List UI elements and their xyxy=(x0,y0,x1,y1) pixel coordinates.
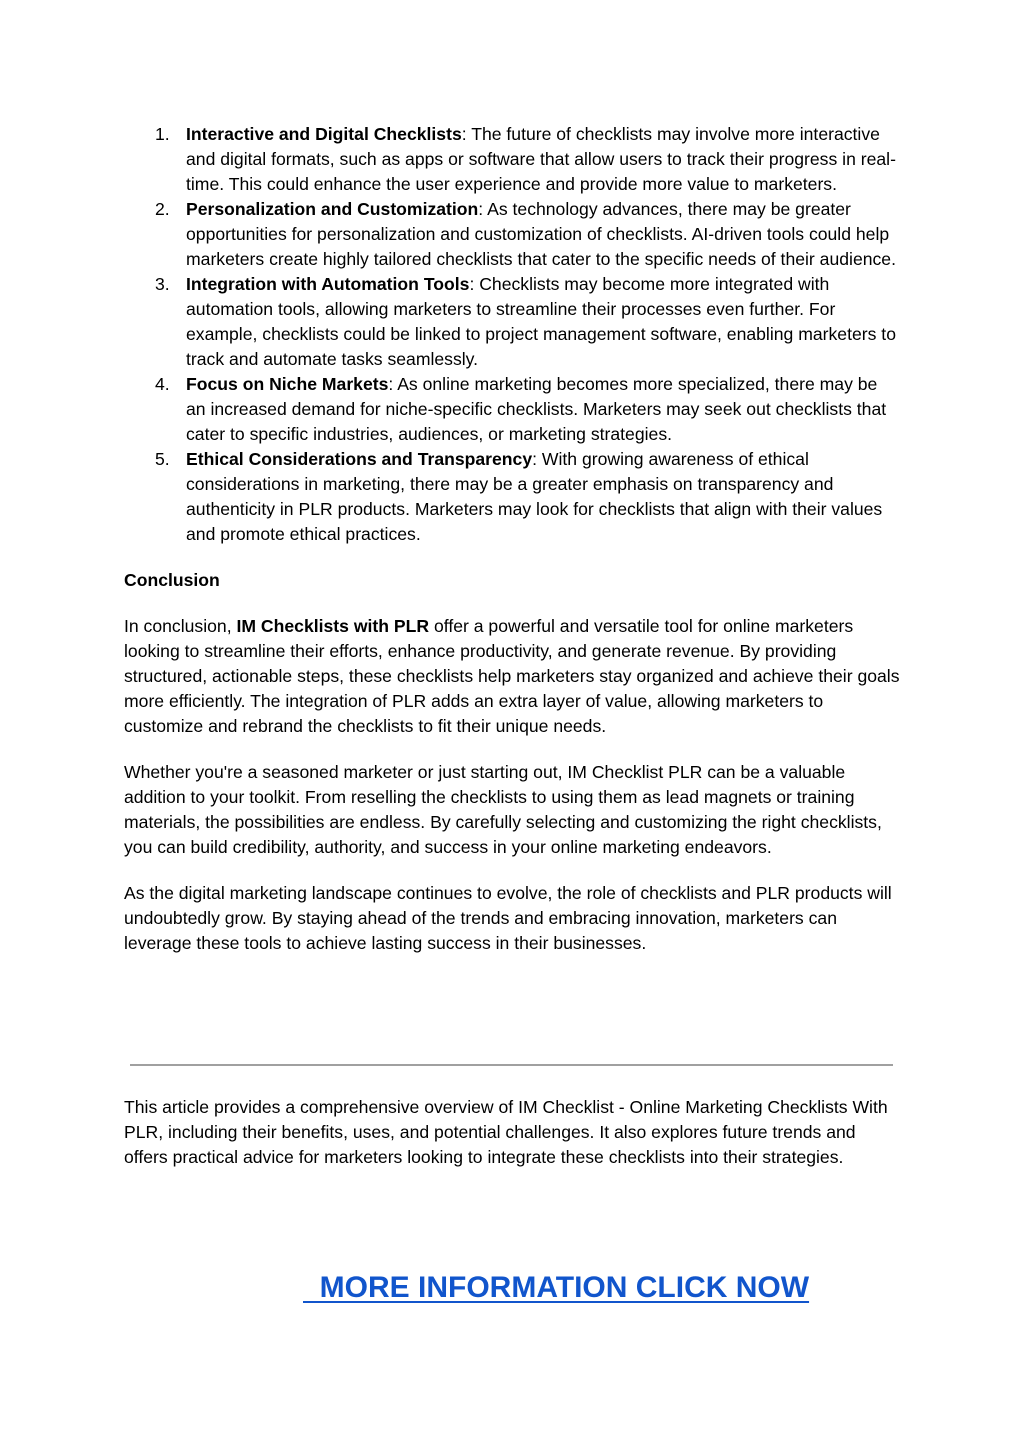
list-item-text: : Checklists may become more integrated with automation tools, allowing marketers to streamline their processes even further. For example, checklists could be linked to project management software, enabling marketers to track and automate tasks seamlessly. xyxy=(186,274,896,369)
conclusion-paragraph-3: As the digital marketing landscape continues to evolve, the role of checklists and PLR products will undoubtedly grow. By staying ahead of the trends and embracing innovation, marketers can leverage these tools to achieve lasting success in their businesses. xyxy=(124,883,892,953)
conclusion-paragraph-2: Whether you're a seasoned marketer or just starting out, IM Checklist PLR can be a valuable addition to your toolkit. From reselling the checklists to using them as lead magnets or training materials, the possibilities are endless. By carefully selecting and customizing the right checklists, you can build credibility, authority, and success in your online marketing endeavors. xyxy=(124,762,882,857)
list-item xyxy=(124,272,900,372)
list-item-text: : As technology advances, there may be greater opportunities for personalization and customization of checklists. AI-driven tools could help marketers create highly tailored checklists that cater to the specific needs of their audience. xyxy=(186,199,896,269)
conclusion-paragraph-1 xyxy=(124,614,900,739)
list-number: 2. xyxy=(155,199,170,219)
paragraph-text: In conclusion, xyxy=(124,616,237,636)
list-number: 4. xyxy=(155,374,170,394)
list-item xyxy=(124,372,900,447)
list-item-text: : The future of checklists may involve more interactive and digital formats, such as apps or software that allow users to track their progress in real-time. This could enhance the user experience and provide more value to marketers. xyxy=(186,124,896,194)
list-item-title: Ethical Considerations and Transparency xyxy=(186,449,533,469)
document-body xyxy=(124,122,900,956)
list-item-text: : As online marketing becomes more specialized, there may be an increased demand for niche-specific checklists. Marketers may seek out checklists that cater to specific industries, audiences, or marketing strategies. xyxy=(186,374,887,444)
product-name: IM Checklists with PLR xyxy=(236,616,430,636)
list-item-title: Personalization and Customization xyxy=(186,199,479,219)
list-item-text: : With growing awareness of ethical considerations in marketing, there may be a greater emphasis on transparency and authenticity in PLR products. Marketers may look for checklists that align with their values and promote ethical practices. xyxy=(186,449,883,544)
future-trends-list xyxy=(124,122,900,547)
more-information-link[interactable]: MORE INFORMATION CLICK NOW xyxy=(303,1271,810,1304)
conclusion-heading: Conclusion xyxy=(124,570,220,590)
list-item-title: Integration with Automation Tools xyxy=(186,274,470,294)
list-number: 5. xyxy=(155,449,170,469)
list-item-title: Interactive and Digital Checklists xyxy=(186,124,462,144)
list-item xyxy=(124,197,900,272)
list-item-title: Focus on Niche Markets xyxy=(186,374,389,394)
list-item xyxy=(124,122,900,197)
paragraph-text: offer a powerful and versatile tool for online marketers looking to streamline their efforts, enhance productivity, and generate revenue. By providing structured, actionable steps, these checklists help marketers stay organized and achieve their goals more efficiently. The integration of PLR adds an extra layer of value, allowing marketers to customize and rebrand the checklists to fit their unique needs. xyxy=(124,616,900,736)
article-summary: This article provides a comprehensive overview of IM Checklist - Online Marketing Checklists With PLR, including their benefits, uses, and potential challenges. It also explores future trends and offers practical advice for marketers looking to integrate these checklists into their strategies. xyxy=(124,1097,888,1167)
list-number: 3. xyxy=(155,274,170,294)
list-item xyxy=(124,447,900,547)
horizontal-divider xyxy=(130,1064,893,1066)
list-number: 1. xyxy=(155,124,170,144)
